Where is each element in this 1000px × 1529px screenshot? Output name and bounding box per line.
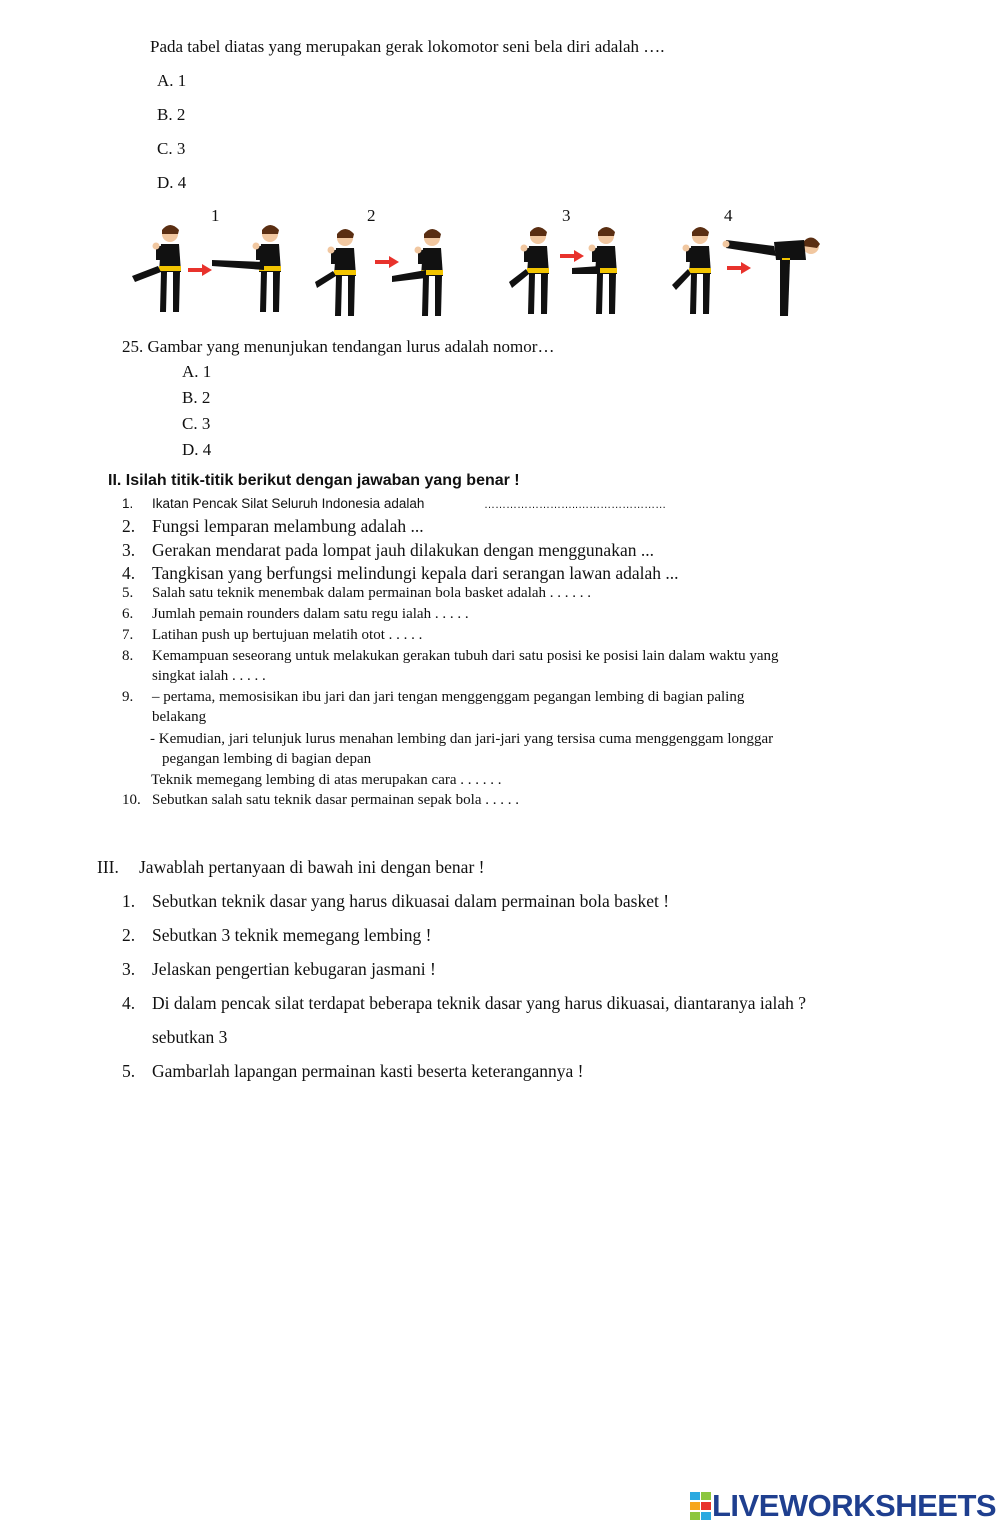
liveworksheets-wordmark: LIVEWORKSHEETS <box>712 1488 997 1523</box>
figure-label-2: 2 <box>367 206 376 225</box>
s2-item-3-num: 3. <box>122 540 136 560</box>
s3-item-4-text: Di dalam pencak silat terdapat beberapa teknik dasar yang harus dikuasai, diantaranya ialah ? <box>152 993 807 1013</box>
s2-item-9-text: – pertama, memosisikan ibu jari dan jari tengan menggenggam pegangan lembing di bagian paling <box>152 689 745 705</box>
liveworksheets-logo[interactable] <box>690 1488 996 1524</box>
fighter-3a <box>509 227 549 314</box>
fighter-2b <box>392 229 443 316</box>
s2-item-6-text: Jumlah pemain rounders dalam satu regu ialah . . . . . <box>152 606 469 622</box>
s2-item-9-sub: - Kemudian, jari telunjuk lurus menahan lembing dan jari-jari yang tersisa cuma menggenggam longgar <box>150 731 774 747</box>
q25-option-b: B. 2 <box>182 388 211 407</box>
s2-item-8-cont: singkat ialah . . . . . <box>152 668 266 684</box>
figure-label-3: 3 <box>562 206 571 225</box>
s3-item-5-num: 5. <box>122 1061 136 1081</box>
s2-item-1-num: 1. <box>122 496 134 511</box>
q24-stem: Pada tabel diatas yang merupakan gerak lokomotor seni bela diri adalah …. <box>150 37 665 56</box>
q25-option-c: C. 3 <box>182 414 211 433</box>
fighter-4a <box>672 227 711 314</box>
figure-label-1: 1 <box>211 206 220 225</box>
s2-item-10-text: Sebutkan salah satu teknik dasar permainan sepak bola . . . . . <box>152 792 519 808</box>
fighter-1a <box>132 225 181 312</box>
s2-item-1-dots: ……………………..…………………… <box>484 499 667 511</box>
q25-option-a: A. 1 <box>182 362 212 381</box>
s2-item-5-num: 5. <box>122 585 134 601</box>
s3-item-2-text: Sebutkan 3 teknik memegang lembing ! <box>152 925 432 945</box>
s2-item-4-num: 4. <box>122 563 136 583</box>
s2-item-8-text: Kemampuan seseorang untuk melakukan gerakan tubuh dari satu posisi ke posisi lain dalam waktu yang <box>152 648 779 664</box>
s2-item-9-cont: belakang <box>152 709 207 725</box>
q25-option-d: D. 4 <box>182 440 212 459</box>
s2-item-9-sub-cont: pegangan lembing di bagian depan <box>162 751 372 767</box>
s3-item-1-text: Sebutkan teknik dasar yang harus dikuasai dalam permainan bola basket ! <box>152 891 670 911</box>
s2-item-9-num: 9. <box>122 689 134 705</box>
q25-stem: 25. Gambar yang menunjukan tendangan lurus adalah nomor… <box>122 337 555 356</box>
s2-item-4-text: Tangkisan yang berfungsi melindungi kepala dari serangan lawan adalah ... <box>152 563 679 583</box>
s2-item-5-text: Salah satu teknik menembak dalam permainan bola basket adalah . . . . . . <box>152 585 592 601</box>
kick-sequence-illustration <box>120 222 840 332</box>
figure-label-4: 4 <box>724 206 733 225</box>
s2-item-10-num: 10. <box>122 792 141 808</box>
section-3-title: Jawablah pertanyaan di bawah ini dengan benar ! <box>139 857 485 877</box>
s2-item-9-tail: Teknik memegang lembing di atas merupakan cara . . . . . . <box>151 772 502 788</box>
s2-item-1-text: Ikatan Pencak Silat Seluruh Indonesia adalah <box>152 496 425 511</box>
s2-item-6-num: 6. <box>122 606 134 622</box>
section-2-title: II. Isilah titik-titik berikut dengan jawaban yang benar ! <box>108 472 520 489</box>
s3-item-4-num: 4. <box>122 993 136 1013</box>
s3-item-3-text: Jelaskan pengertian kebugaran jasmani ! <box>152 959 436 979</box>
fighter-1b <box>212 225 281 312</box>
fighter-4b <box>723 237 821 316</box>
s2-item-2-num: 2. <box>122 516 136 536</box>
s3-item-2-num: 2. <box>122 925 136 945</box>
s2-item-3-text: Gerakan mendarat pada lompat jauh dilakukan dengan menggunakan ... <box>152 540 654 560</box>
s2-item-8-num: 8. <box>122 648 134 664</box>
fighter-3b <box>572 227 617 314</box>
fighter-2a <box>315 229 356 316</box>
liveworksheets-blocks-icon <box>690 1492 712 1520</box>
s2-item-7-text: Latihan push up bertujuan melatih otot . . . . . <box>152 627 423 643</box>
s3-item-5-text: Gambarlah lapangan permainan kasti beserta keterangannya ! <box>152 1061 584 1081</box>
s3-item-3-num: 3. <box>122 959 136 979</box>
q24-option-d: D. 4 <box>157 173 187 192</box>
s3-item-1-num: 1. <box>122 891 136 911</box>
s2-item-7-num: 7. <box>122 627 134 643</box>
section-3-numeral: III. <box>97 857 119 877</box>
q24-option-c: C. 3 <box>157 139 186 158</box>
s3-item-4-cont: sebutkan 3 <box>152 1027 228 1047</box>
s2-item-2-text: Fungsi lemparan melambung adalah ... <box>152 516 424 536</box>
q24-option-a: A. 1 <box>157 71 187 90</box>
q24-option-b: B. 2 <box>157 105 186 124</box>
